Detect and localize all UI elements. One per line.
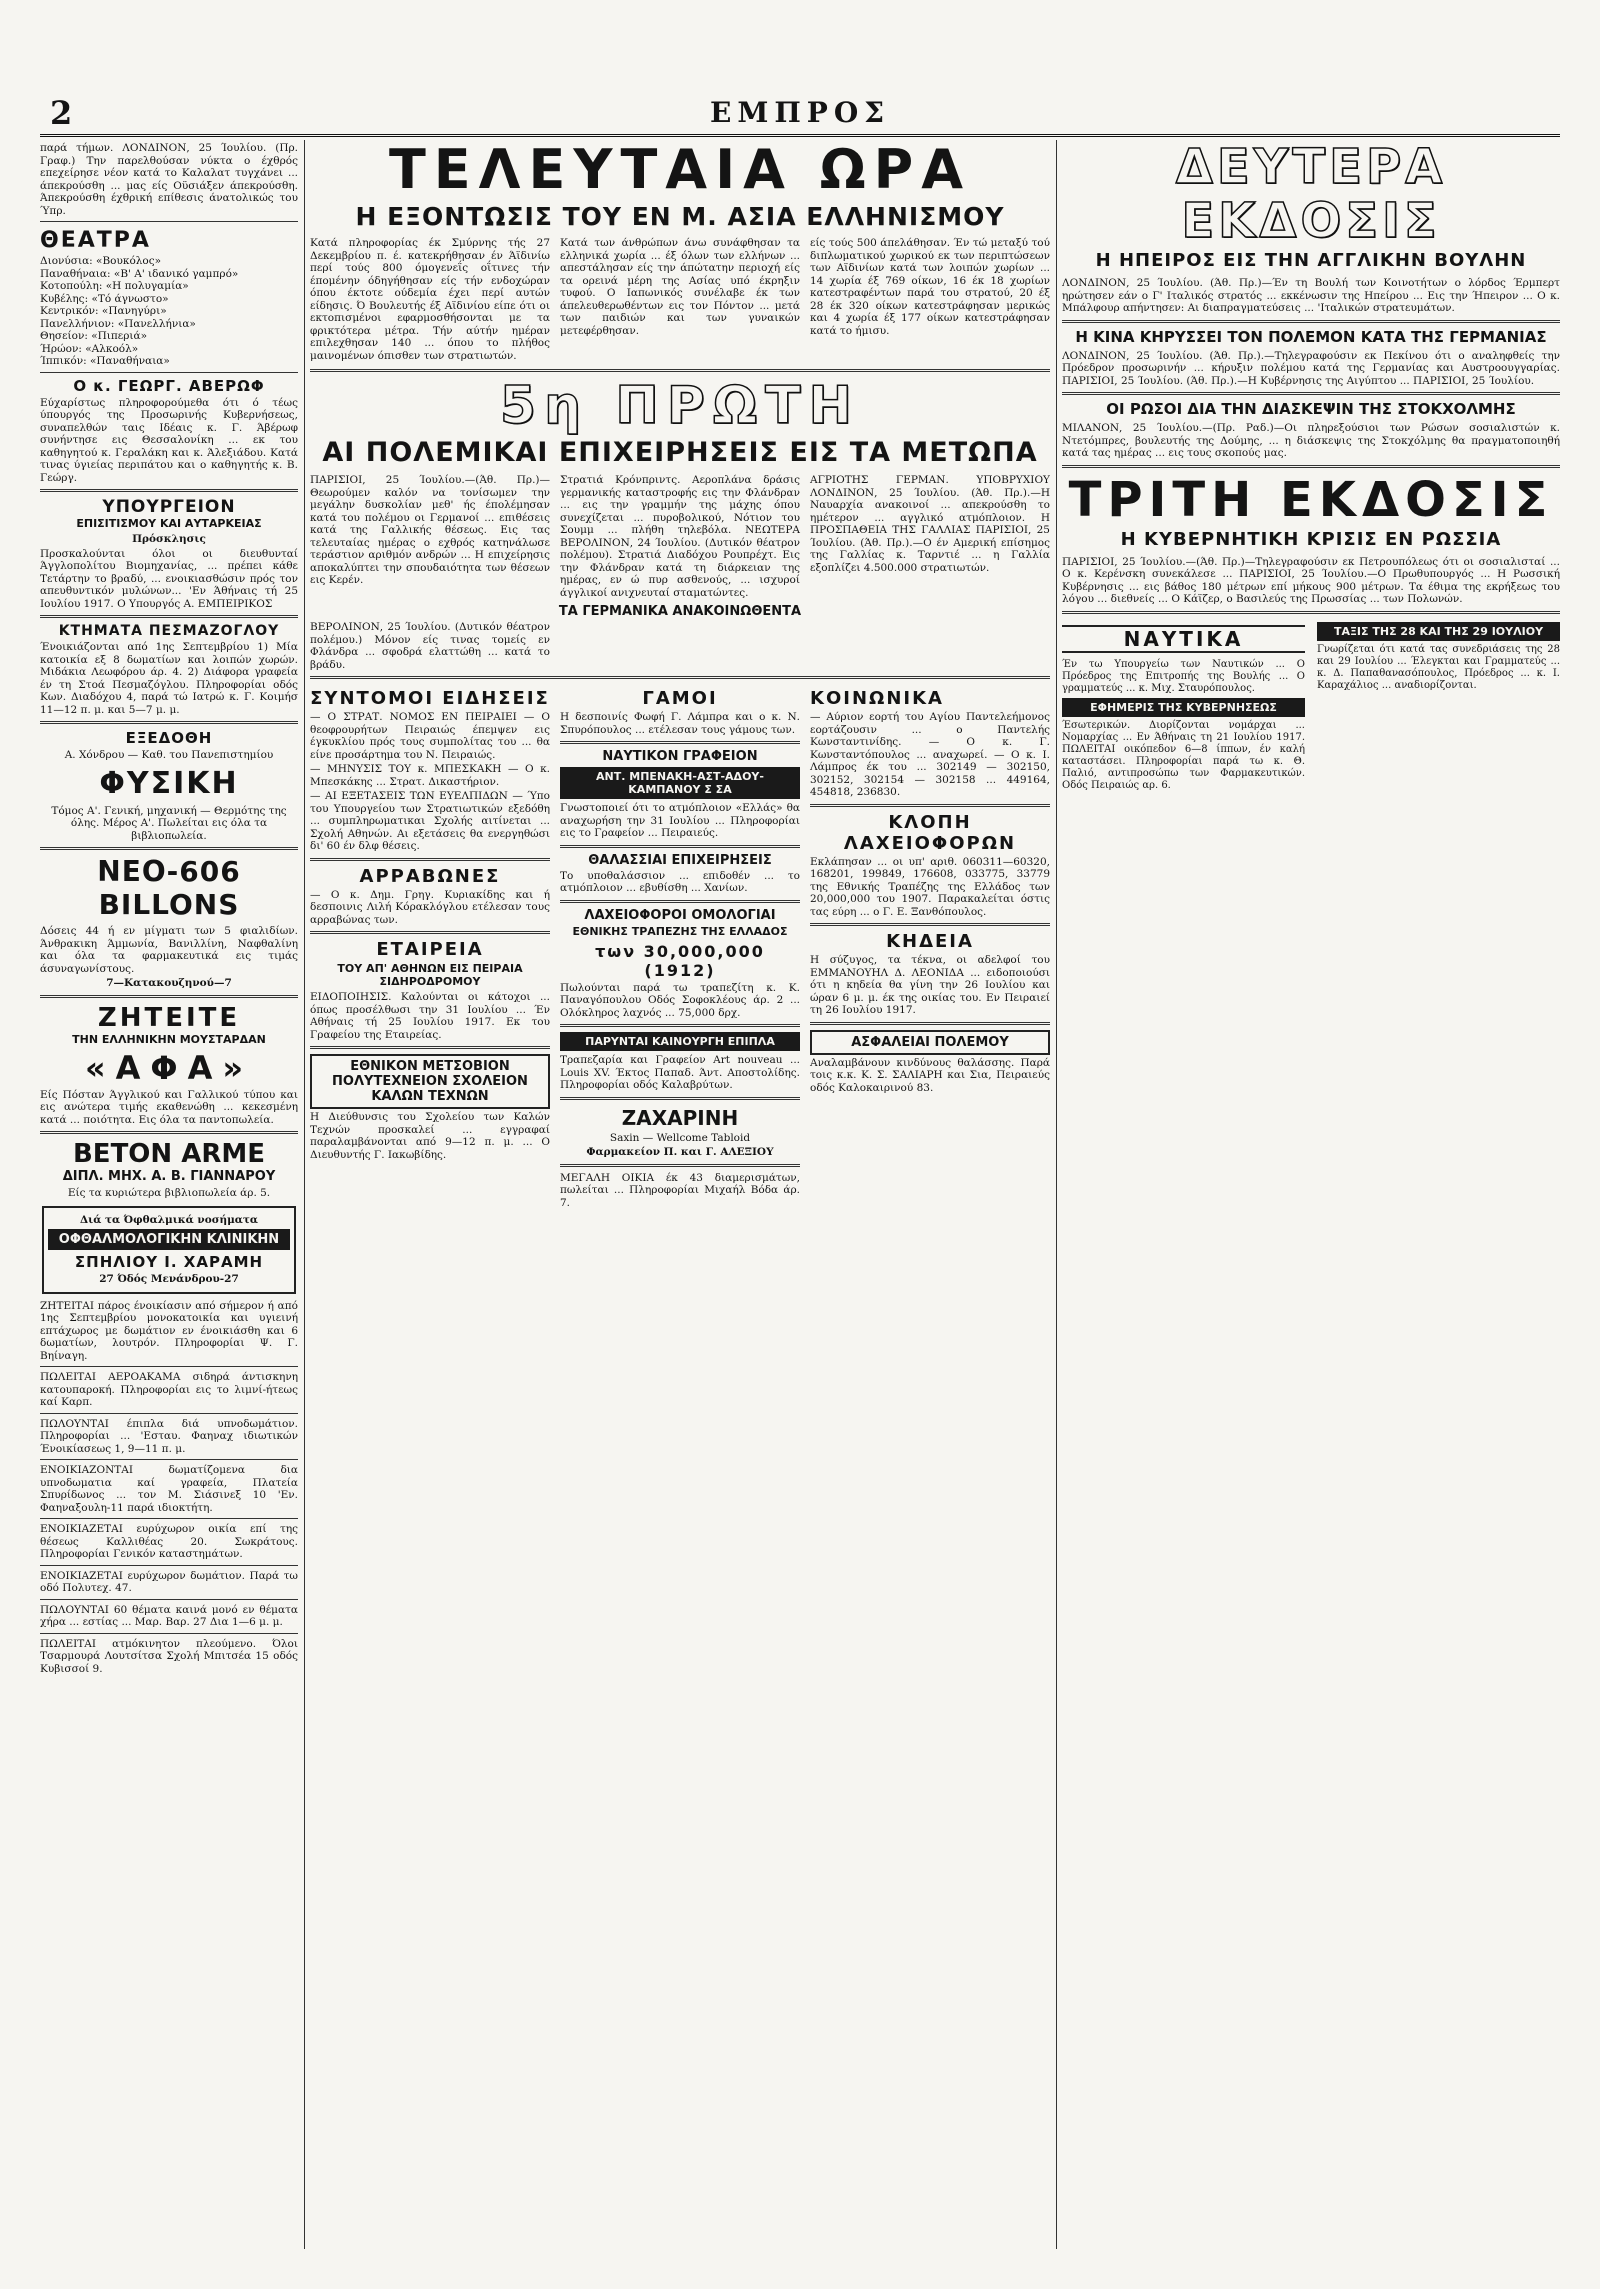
theatre-item: Κυβέλης: «Τό άγνωστο» xyxy=(40,292,169,305)
classified-item: ΕΝΟΙΚΙΑΖΟΝΤΑΙ δωματίζομενα δια υπνοδωματια καί γραφεία, Πλατεία Σπυρίδωνος ... τον Μ. Σιάσινεξ 10 'Εν. Φαηναξουλη-11 παρά ιδιοκτήτη. xyxy=(40,1464,298,1514)
ministry-heading: ΥΠΟΥΡΓΕΙΟΝ xyxy=(102,497,236,517)
lower-middle-columns xyxy=(310,684,1050,1211)
funeral-heading: ΚΗΔΕΙΑ xyxy=(886,931,974,952)
second-edition-title: ΔΕΥΤΕΡΑ ΕΚΔΟΣΙΣ xyxy=(1175,140,1447,249)
eye-clinic-banner: ΟΦΘΑΛΜΟΛΟΓΙΚΗΝ ΚΛΙΝΙΚΗΝ xyxy=(48,1229,290,1250)
lottery-bonds-subheading: ΕΘΝΙΚΗΣ ΤΡΑΠΕΖΗΣ ΤΗΣ ΕΛΛΑΔΟΣ xyxy=(572,924,788,938)
first-edition-col: Στρατιά Κρόνπριντς. Αεροπλάνα δράσις γερμανικής καταστροφής εις την Φλάνδραν ... εις την γραμμήν της μάχης όπου συνεχίζεται ... πυροβολικού, Νότιον του Σουμμ ... πλήθη τηλεβόλα. ΝΕΩΤΕΡΑ ΒΕΡΟΛΙΝΟΝ, 24 Ίουλίου. (Δυτικόν θέατρον πολέμου). Στρατιά Διαδόχου Ρουπρέχτ. Εις την Φλάνδραν κατά τη διάρκειαν της ημέρας, εν ώ πυρ ασθενούς, ... ισχυροί άγγλικοί ανιχνευταί σταματώντες. xyxy=(560,474,800,599)
ministry-subheading: ΕΠΙΣΙΤΙΣΜΟΥ ΚΑΙ ΑΥΤΑΡΚΕΙΑΣ xyxy=(76,517,262,530)
classifieds xyxy=(40,1300,298,1676)
second-edition-subtitle: Η ΗΠΕΙΡΟΣ ΕΙΣ ΤΗΝ ΑΓΓΛΙΚΗΝ ΒΟΥΛΗΝ xyxy=(1095,250,1527,271)
column-divider xyxy=(1056,140,1057,2249)
nautika-heading: ΝΑΥΤΙΚΑ xyxy=(1062,625,1305,653)
stop-press-col: Κατά των άνθρώπων άνω συνάφθησαν τα ελληνικά χωρία ... έξ όλων των ελλήνων ... απεστάλησαν είς την άπώτατην περιοχή είς τα ορεινά μέρη της Ασίας υπό έκρηξιν τυφού. Ο Ιαπωνικός συνέλαβε έκ των άπελευθερωθέντων εις τον Πόντον ... μετά των παιδιών και των γυναικών μετεφέρθησαν. xyxy=(560,237,800,337)
theatres-list xyxy=(40,255,298,368)
zite-subheading: ΤΗΝ ΕΛΛΗΝΙΚΗΝ ΜΟΥΣΤΑΡΔΑΝ xyxy=(72,1032,266,1046)
social-text: — Αύριον εορτή του Αγίου Παντελεήμονος εορτάζουσιν ... ο Παντελής Κωνσταντινίδης. — Ο κ. Γ. Κωνσταντόπουλος ... αναχωρεί. — Ο κ. Ι. Λάμπρος έκ του ... 302149 — 302150, 302152, 302154 — 302158 ... 449164, 454818, 236830. xyxy=(810,711,1050,798)
social-heading: ΚΟΙΝΩΝΙΚΑ xyxy=(810,688,944,709)
lower-col-news xyxy=(310,684,550,1211)
masthead xyxy=(40,96,1560,132)
right-lower-left xyxy=(1062,619,1305,794)
first-edition-title: 5η ΠΡΩΤΗ xyxy=(499,376,861,436)
german-communique-text: ΒΕΡΟΛΙΝΟΝ, 25 Ίουλίου. (Δυτικόν θέατρον πολέμου.) Μόνον είς τινας τομείς εν Φλάνδρα ... σφοδρά ελαττώθη ... κατά το βράδυ. xyxy=(310,621,550,671)
theatre-item: Ίππικόν: «Παναθήναια» xyxy=(40,355,170,367)
classified-item: ΕΝΟΙΚΙΑΖΕΤΑΙ ευρύχωρον δωμάτιον. Παρά τω οδό Πολυτεχ. 47. xyxy=(40,1569,298,1594)
stop-press-subtitle: Η ΕΞΟΝΤΩΣΙΣ ΤΟΥ ΕΝ Μ. ΑΣΙΑ ΕΛΛΗΝΙΣΜΟΥ xyxy=(355,202,1005,231)
third-edition-title: ΤΡΙΤΗ ΕΚΔΟΣΙΣ xyxy=(1068,471,1554,528)
lottery-bonds-text: Πωλούνται παρά τω τραπεζίτη κ. Κ. Παναγόπουλου Οδός Σοφοκλέους άρ. 2 ... Ολόκληρος λαχνός ... 75,000 δρχ. xyxy=(560,981,800,1019)
theatres-heading: ΘΕΑΤΡΑ xyxy=(40,228,151,253)
sea-ops-heading: ΘΑΛΑΣΣΙΑΙ ΕΠΙΧΕΙΡΗΣΕΙΣ xyxy=(588,852,772,868)
book-text: Τόμος Α'. Γενική, μηχανική — Θερμότης της όλης. Μέρος Α'. Πωλείται εις όλα τα βιβλιοπωλεία. xyxy=(51,804,287,842)
first-edition-col: ΑΓΡΙΟΤΗΣ ΓΕΡΜΑΝ. ΥΠΟΒΡΥΧΙΟΥ ΛΟΝΔΙΝΟΝ, 25 Ίουλίου. (Άθ. Πρ.).—Η Ναυαρχία ανακοινοί ... απεκρούσθη το ημέτερον ... αγγλικό ατμόπλοιον. Η ΠΡΟΣΠΑΘΕΙΑ ΤΗΣ ΓΑΛΛΙΑΣ ΠΑΡΙΣΙΟΙ, 25 Ίουλίου. (Άθ. Πρ.).—Ο έν Αμερική επίσημος της Γαλλίας κ. Ταρντιέ ... η Γαλλία εξοπλίζει 4.500.000 στρατιωτών. xyxy=(810,474,1050,574)
masthead-rule xyxy=(40,134,1560,137)
lower-col-ads xyxy=(560,684,800,1211)
theft-text: Εκλάπησαν ... οι υπ' αριθ. 060311—60320, 168201, 199849, 176608, 033775, 33779 της Εθνικής Τραπέζης της Ελλάδος των 20,000,000 του 1907. Παρακαλείται όστις τας εύρη ... ο Γ. Ε. Ξανθόπουλος. xyxy=(810,855,1050,918)
ktimata-text: Ένοικιάζονται από 1ης Σεπτεμβρίου 1) Μία κατοικία εξ 8 δωματίων και λοιπών χωρών. Μιδάκια Λεωφόρου άρ. 4. 2) Διάφορα γραφεία έν τη Στοά Πεσμαζόγλου. Πληροφορίαι οδός Κων. Διαδόχου 4, παρά τώ Ιατρώ κ. Γ. Κοιμήσ 11—12 π. μ. και 5—7 μ. μ. xyxy=(40,641,298,716)
lottery-bonds-amount: των 30,000,000 (1912) xyxy=(595,941,765,980)
china-text: ΛΟΝΔΙΝΟΝ, 25 Ίουλίου. (Άθ. Πρ.).—Τηλεγραφούσιν εκ Πεκίνου ότι ο αναληφθείς την Πρόεδρον προσωρινήν ... κήρυξιν πολέμου κατά της Γερμανίας και Αυστροουγγαρίας. ΠΑΡΙΣΙΟΙ, 25 Ίουλίου. (Άθ. Πρ.).—Η Κυβέρνησις της Αιγύπτου ... ΠΑΡΙΣΙΟΙ, 25 Ίουλίου. xyxy=(1062,349,1560,387)
second-edition-text: ΛΟΝΔΙΝΟΝ, 25 Ίουλίου. (Άθ. Πρ.)—Έν τη Βουλή των Κοινοτήτων ο λόρδος Έρμπερτ ηρώτησεν εάν ο Γ' Ιταλικός στρατός ... εκκένωσιν της Ηπείρου ... Εις την Ήπειρον ... Ο κ. Μπάλφουρ απήντησεν: Αι διαπραγματεύσεις ... 'Ιταλικών στρατευμάτων. xyxy=(1062,277,1560,314)
classified-item: ΠΩΛΕΙΤΑΙ ΑΕΡΟΑΚΑΜΑ σιδηρά άντισκηνη κατουπαροκή. Πληροφορίαι εις το λιμνί-ήτεως καί Καρπ. xyxy=(40,1371,298,1408)
naval-office-banner: ΑΝΤ. ΜΠΕΝΑΚΗ-ΑΣΤ-ΑΔΟΥ-ΚΑΜΠΑΝΟΥ Σ ΣΑ xyxy=(560,767,800,799)
theatre-item: Πανελλήνιον: «Πανελλήνια» xyxy=(40,317,196,330)
gazette-heading: ΕΦΗΜΕΡΙΣ ΤΗΣ ΚΥΒΕΡΝΗΣΕΩΣ xyxy=(1062,698,1305,717)
saccharin-heading: ΖΑΧΑΡΙΝΗ xyxy=(621,1105,739,1130)
right-lower-right xyxy=(1317,619,1560,794)
german-communique-heading: ΤΑ ΓΕΡΜΑΝΙΚΑ ΑΝΑΚΟΙΝΩΘΕΝΤΑ xyxy=(558,604,802,619)
classified-item: ΠΩΛΟΥΝΤΑΙ έπιπλα διά υπνοδωμάτιον. Πληροφορίαι ... 'Εσταυ. Φαηναχ ιδιωτικών Ένοικίασεως 1, 9—11 π. μ. xyxy=(40,1417,298,1455)
middle-block xyxy=(310,140,1050,2245)
session-order-heading: ΤΑΞΙΣ ΤΗΣ 28 ΚΑΙ ΤΗΣ 29 ΙΟΥΛΙΟΥ xyxy=(1317,622,1560,641)
book-title: ΦΥΣΙΚΗ xyxy=(99,765,239,801)
naval-office-heading: ΝΑΥΤΙΚΟΝ ΓΡΑΦΕΙΟΝ xyxy=(602,749,758,764)
house-sale-text: ΜΕΓΑΛΗ ΟΙΚΙΑ έκ 43 διαμερισμάτων, πωλείται ... Πληροφορίαι Μιχαήλ Βόδα άρ. 7. xyxy=(560,1171,800,1209)
china-heading: Η ΚΙΝΑ ΚΗΡΥΣΣΕΙ ΤΟΝ ΠΟΛΕΜΟΝ ΚΑΤΑ ΤΗΣ ΓΕΡΜΑΝΙΑΣ xyxy=(1075,327,1547,346)
book-author: Α. Χόνδρου — Καθ. του Πανεπιστημίου xyxy=(64,749,274,761)
intro-dispatch: παρά τήμων. ΛΟΝΔΙΝΟΝ, 25 Ίουλίου. (Πρ. Γραφ.) Την παρελθούσαν νύκτα ο έχθρός επεχείρησε νέον κατά το Καλαλατ τυγχάνει ... άπεκρούσθη ... μας είς Οϋσιάξεν άπεκρούσθη. Άπεκρούσθη έχθρική επίθεσις άνατολικώς του Ύπρ. xyxy=(40,142,298,217)
stop-press-title: ΤΕΛΕΥΤΑΙΑ ΩΡΑ xyxy=(388,140,972,201)
classified-item: ΕΝΟΙΚΙΑΖΕΤΑΙ ευρύχωρον οικία επί της θέσεως Καλλιθέας 20. Σωκράτους. Πληροφορίαι Γενικόν καταστημάτων. xyxy=(40,1523,298,1560)
insurance-text: Αναλαμβάνουν κινδύνους θαλάσσης. Παρά τοις κ.κ. Κ. Σ. ΣΑΛΙΑΡΗ και Σια, Πειραιεύς οδός Καλοκαιρινού 83. xyxy=(810,1056,1050,1094)
third-edition-subtitle: Η ΚΥΒΕΡΝΗΤΙΚΗ ΚΡΙΣΙΣ ΕΝ ΡΩΣΣΙΑ xyxy=(1120,528,1502,550)
beton-text: Είς τα κυριώτερα βιβλιοπωλεία άρ. 5. xyxy=(67,1187,271,1199)
theft-heading: ΚΛΟΠΗ ΛΑΧΕΙΟΦΟΡΩΝ xyxy=(843,811,1017,854)
lower-col-social xyxy=(810,684,1050,1211)
school-heading: ΕΘΝΙΚΟΝ ΜΕΤΣΟΒΙΟΝ ΠΟΛΥΤΕΧΝΕΙΟΝ ΣΧΟΛΕΙΟΝ ΚΑΛΩΝ ΤΕΧΝΩΝ xyxy=(310,1054,550,1109)
column-divider xyxy=(304,140,305,2249)
third-edition-text: ΠΑΡΙΣΙΟΙ, 25 Ίουλίου.—(Άθ. Πρ.)—Τηλεγραφούσιν εκ Πετρουπόλεως ότι οι σοσιαλισταί ... Ο κ. Κερένσκη συνεκάλεσε ... ΠΑΡΙΣΙΟΙ, 25 Ίουλίου.—Ο Πρωθυπουργός ... Η Ρωσσική Κυβέρνησις ... εις βάθος 180 μέτρων επί μήκους 900 μέτρων. Τα έθιμα της εκρήξεως του λόγου ... διεθνείς ... Ο Κάϊζερ, ο Βασιλεύς της Πρωσσίας ... των Πολωνών. xyxy=(1062,555,1560,605)
eye-clinic-ad xyxy=(42,1206,296,1294)
saccharin-subheading: Saxin — Wellcome Tabloid xyxy=(609,1131,751,1144)
theatre-item: Διονύσια: «Βουκόλος» xyxy=(40,255,162,267)
company-heading: ΕΤΑΙΡΕΙΑ xyxy=(376,939,484,960)
classified-item: ΠΩΛΟΥΝΤΑΙ 60 θέματα καινά μονό εν θέματα χήρα ... εστίας ... Μαρ. Βαρ. 27 Δια 1—6 μ. μ. xyxy=(40,1603,298,1628)
eye-clinic-name: ΣΠΗΛΙΟΥ Ι. ΧΑΡΑΜΗ xyxy=(74,1253,264,1271)
first-edition-subtitle: ΑΙ ΠΟΛΕΜΙΚΑΙ ΕΠΙΧΕΙΡΗΣΕΙΣ ΕΙΣ ΤΑ ΜΕΤΩΠΑ xyxy=(322,437,1038,468)
right-lower-columns xyxy=(1062,619,1560,794)
theatre-item: Θησείον: «Πιπεριά» xyxy=(40,330,148,342)
zite-brand: «ΑΦΑ» xyxy=(84,1048,254,1087)
weddings-heading: ΓΑΜΟΙ xyxy=(642,688,718,709)
session-order-text: Γνωρίζεται ότι κατά τας συνεδριάσεις της 28 και 29 Ιουλίου ... Έλεγκται και Γραμματεύς ... κ. Δ. Παπαθανασόπουλος, Πρόεδρος ... κ. Ι. Καραχάλιος ... αναδιορίζονται. xyxy=(1317,643,1560,691)
russians-heading: ΟΙ ΡΩΣΟΙ ΔΙΑ ΤΗΝ ΔΙΑΣΚΕΨΙΝ ΤΗΣ ΣΤΟΚΧΟΛΜΗΣ xyxy=(1106,400,1516,418)
eye-clinic-pre: Διά τα Όφθαλμικά νοσήματα xyxy=(80,1213,258,1226)
engagements-text: — Ο κ. Δημ. Γρηγ. Κυριακίδης και ή δεσποινις Λιλή Κόρακλόγλου ετέλεσαν τους αρραβώνας των. xyxy=(310,888,550,926)
short-news-item: — ΜΗΝΥΣΙΣ ΤΟΥ κ. ΜΠΕΣΚΑΚΗ — Ο κ. Μπεσκάκης ... Στρατ. Δικαστήριον. xyxy=(310,763,550,788)
sea-ops-text: Το υποθαλάσσιον ... επιδοθέν ... το ατμόπλοιον ... εβυθίσθη ... Χανίων. xyxy=(560,869,800,894)
insurance-heading: ΑΣΦΑΛΕΙΑΙ ΠΟΛΕΜΟΥ xyxy=(810,1030,1050,1055)
company-subheading: ΤΟΥ ΑΠ' ΑΘΗΝΩΝ ΕΙΣ ΠΕΙΡΑΙΑ ΣΙΔΗΡΟΔΡΟΜΟΥ xyxy=(337,962,523,988)
ministry-label: Πρόσκλησις xyxy=(132,533,206,545)
neo-heading: ΝΕΟ-606 BILLONS xyxy=(97,855,241,921)
classified-item: ΖΗΤΕΙΤΑΙ πάρος ένοικίασιν από σήμερον ή από 1ης Σεπτεμβρίου μονοκατοικία και υγιεινή επτάχωρος με δωμάτιον εν ένοικιάσθη και 6 δωματίων, λουτρόν. Πληροφορίαι Ψ. Γ. Βηίναγη. xyxy=(40,1299,298,1362)
saccharin-pharmacy: Φαρμακείον Π. και Γ. ΑΛΕΞΙΟΥ xyxy=(586,1146,774,1158)
averof-heading: Ο κ. ΓΕΩΡΓ. ΑΒΕΡΩΦ xyxy=(73,376,265,395)
theatre-item: Κεντρικόν: «Πανηγύρι» xyxy=(40,305,167,317)
zite-text: Είς Πόσταν Άγγλικού και Γαλλικού τύπου και εις ανώτερα τιμής εκαθενώθη ... κεκεσμένη κατά ... ποιότητα. Εις όλα τα παντοπωλεία. xyxy=(40,1088,298,1126)
stop-press-col: Κατά πληροφορίας έκ Σμύρνης τής 27 Δεκεμβρίου π. έ. κατεκρήθησαν έν Άϊδινίω περί τούς 800 όμογενεΐς οΐτινες τήν έπομένην όδηγήθησαν είς τήν ενδοχώραν όπου έκτοτε ούδεμία έχει περί αυτών είδησις. Ό Βουλευτής έξ Αϊδινίου είπε ότι οι εκτοπισμένοι εφαρμοσθήσονται με τα φρικτότερα μέτρα. Τήν αύτήν ημέραν επιλεχθησαν 140 ... όπου το πλήθος μαινομένων όπισθεν των στρατιωτών. xyxy=(310,237,550,362)
company-text: ΕΙΔΟΠΟΙΗΣΙΣ. Καλούνται οι κάτοχοι ... όπως προσέλθωσι την 31 Ιουλίου ... Έν Αθήναις τή 25 Ιουλίου 1917. Εκ του Γραφείου της Εταιρείας. xyxy=(310,991,550,1041)
first-edition-col: ΠΑΡΙΣΙΟΙ, 25 Ίουλίου.—(Άθ. Πρ.)—Θεωρούμεν καλόν να τονίσωμεν την μεγάλην δυσκολίαν μεθ' ής έπολέμησαν κατά του πολέμου οι Γερμανοί ... επιθέσεις κατά της Γαλλικής θέσεως. Εις τας τελευταίας ημέρας ο εχθρός κατηνάλωσε τεράστιον αριθμόν ανδρών ... Η επιχείρησις αποκαλύπτει την σπουδαιότητα των θέσεων εις Κερέν. xyxy=(310,474,550,586)
right-block xyxy=(1062,140,1560,2245)
weddings-text: Η δεσποινίς Φωφή Γ. Λάμπρα και ο κ. Ν. Σπυρόπουλος ... ετέλεσαν τους γάμους των. xyxy=(560,711,800,736)
eye-clinic-address: 27 Όδός Μενάνδρου-27 xyxy=(99,1273,239,1285)
furniture-heading: ΠΑΡΥΝΤΑΙ ΚΑΙΝΟΥΡΓΗ ΕΠΙΠΛΑ xyxy=(560,1032,800,1051)
averof-text: Εύχαρίστως πληροφορούμεθα ότι ό τέως ύπουργός της Προσωρινής Κυβερνήσεως, συναπελθών ταις Ιδέαις κ. Γ. Άβέρωφ συνήντησε εις Θεσσαλονίκη ... εκ του καθηγητού κ. Γεραλάκη και κ. Άλεξιάδου. Κατά τινας ύγιείας περιπάτου και ο καθηγητής κ. Β. Γεώργ. xyxy=(40,396,298,484)
short-news-heading: ΣΥΝΤΟΜΟΙ ΕΙΔΗΣΕΙΣ xyxy=(310,688,550,709)
beton-subheading: ΔΙΠΛ. ΜΗΧ. Α. Β. ΓΙΑΝΝΑΡΟΥ xyxy=(62,1169,276,1184)
classified-item: ΠΩΛΕΙΤΑΙ ατμόκινητον πλεούμενο. Όλοι Τσαρμουρά Λουτσίτσα Σχολή Μπιτσέα 15 οδός Κυβισσοί 9. xyxy=(40,1637,298,1675)
school-text: Η Διεύθυνσις του Σχολείου των Καλών Τεχνών προσκαλεί ... εγγραφαί παραλαμβάνονται από 9—12 π. μ. ... Ο Διευθυντής Γ. Ιακωβίδης. xyxy=(310,1111,550,1161)
newspaper-name: ΕΜΠΡΟΣ xyxy=(709,96,891,129)
naval-office-text: Γνωστοποιεί ότι το ατμόπλοιον «Ελλάς» θα αναχωρήση την 31 Ιουλίου ... Πληροφορίαι εις το Γραφείον ... Πειραιεύς. xyxy=(560,802,800,839)
russians-text: ΜΙΛΑΝΟΝ, 25 Ίουλίου.—(Πρ. Ραδ.)—Οι πληρεξούσιοι των Ρώσων σοσιαλιστών κ. Ντετόμπρες, βουλευτής της Δούμης, ... η διάσκεψις της Στοκχόλμης θα πραγματοποιηθή κατά τας ημέρας ... εις τους σκοπούς μας. xyxy=(1062,422,1560,459)
engagements-heading: ΑΡΡΑΒΩΝΕΣ xyxy=(359,865,501,887)
funeral-text: Η σύζυγος, τα τέκνα, οι αδελφοί του ΕΜΜΑΝΟΥΗΛ Δ. ΛΕΟΝΙΔΑ ... ειδοποιούσι ότι η κηδεία θα γίνη την 26 Ιουλίου και ώραν 6 μ. μ. έκ της οικίας του. Εν Πειραιεί τη 26 Ιουλίου 1917. xyxy=(810,954,1050,1016)
neo-address: 7—Κατακουζηνού—7 xyxy=(106,977,232,989)
left-column xyxy=(40,140,298,2245)
first-edition-columns xyxy=(310,472,1050,601)
theatre-item: Παναθήναια: «Β' Α' ιδανικό γαμπρό» xyxy=(40,267,239,280)
short-news-item: — ΑΙ ΕΞΕΤΑΣΕΙΣ ΤΩΝ ΕΥΕΛΠΙΔΩΝ — Ύπο του Υπουργείου των Στρατιωτικών εξεδόθη ... συμπληρωματικαι Σχολής αιτίνεται ... Σχολή Αθηνών. Αι εξετάσεις θα ενεργηθώσι δι' 60 έν δλφ θέσεις. xyxy=(310,790,550,852)
short-news-item: — Ο ΣΤΡΑΤ. ΝΟΜΟΣ ΕΝ ΠΕΙΡΑΙΕΙ — Ο θεοφρουρήτων Πειραιώς έπεμψεν εις έγκυκλίου πρός τους συμπολίτας του ... θα είνε προσάρτημα του Ν. Πειραιώς. xyxy=(310,711,550,761)
stop-press-col: είς τούς 500 άπελάθησαν. Έν τώ μεταξύ τού διπλωματικού χωρικού εκ των περιπτώσεων των Αϊδινίων κατά των λοιπών χωρίων ... 14 χωρία έξ 769 οίκων, 16 έκ 18 χωρίων κατεστραφέντων παρά του στρατού, 20 έξ 28 έκ 320 οίκων κατεστράφησαν μερικώς και 4 χωρία έξ 177 οίκων κατεστράφησαν κατά το ήμισυ. xyxy=(810,237,1050,337)
nautika-text: Έν τω Υπουργείω των Ναυτικών ... Ο Πρόεδρος της Επιτροπής της Βουλής ... Ο γραμματεύς ... κ. Μιχ. Σταυρόπουλος. xyxy=(1062,658,1305,694)
zite-heading: ΖΗΤΕΙΤΕ xyxy=(97,1002,241,1033)
theatre-item: Κοτοπούλη: «Η πολυγαμία» xyxy=(40,280,189,292)
stop-press-columns xyxy=(310,235,1050,364)
page-number: 2 xyxy=(50,94,73,132)
book-publisher: ΕΞΕΔΟΘΗ xyxy=(125,729,213,747)
gazette-text: Έσωτερικών. Διορίζονται νομάρχαι ... Νομαρχίας ... Εν Άθήναις τη 21 Ιουλίου 1917. ΠΩΛΕΙΤΑΙ οικόπεδον 6—8 ίππων, έν καλή καταστάσει. Πληροφορίαι παρά τω κ. Θ. Παλιό, αντιπροσώπω των Φαρμακευτικών. Οδός Πειραιώς αρ. 6. xyxy=(1062,719,1305,791)
beton-heading: BETON ARME xyxy=(72,1139,265,1169)
furniture-text: Τραπεζαρία και Γραφείον Art nouveau ... Louis XV. Έκτος Παπαδ. Άντ. Αποστολίδης. Πληροφορίαι οδός Καλαβρύτων. xyxy=(560,1054,800,1091)
ministry-text: Προσκαλούνται όλοι οι διευθυνταί Άγγλοπολίτου Βιομηχανίας, ... πρέπει κάθε Τετάρτην το βραδύ, ... ενοικιασθώσιν πρός τον απευθυντικόν μυλώνων... 'Εν Άθήναις τή 25 Ιουλίου 1917. Ο Υπουργός Α. ΕΜΠΕΙΡΙΚΟΣ xyxy=(40,547,298,610)
theatre-item: Ήρώον: «Αλκοόλ» xyxy=(40,342,139,355)
ktimata-heading: ΚΤΗΜΑΤΑ ΠΕΣΜΑΖΟΓΛΟΥ xyxy=(58,623,280,639)
neo-text: Δόσεις 44 ή εν μίγματι των 5 φιαλιδίων. Άνθρακικη Άμμωνία, Βανιλλίνη, Ναφθαλίνη και όλα τα φαρμακευτικά εις τιμάς άσυναγωνίστους. xyxy=(40,925,298,975)
lottery-bonds-heading: ΛΑΧΕΙΟΦΟΡΟΙ ΟΜΟΛΟΓΙΑΙ xyxy=(584,907,776,923)
